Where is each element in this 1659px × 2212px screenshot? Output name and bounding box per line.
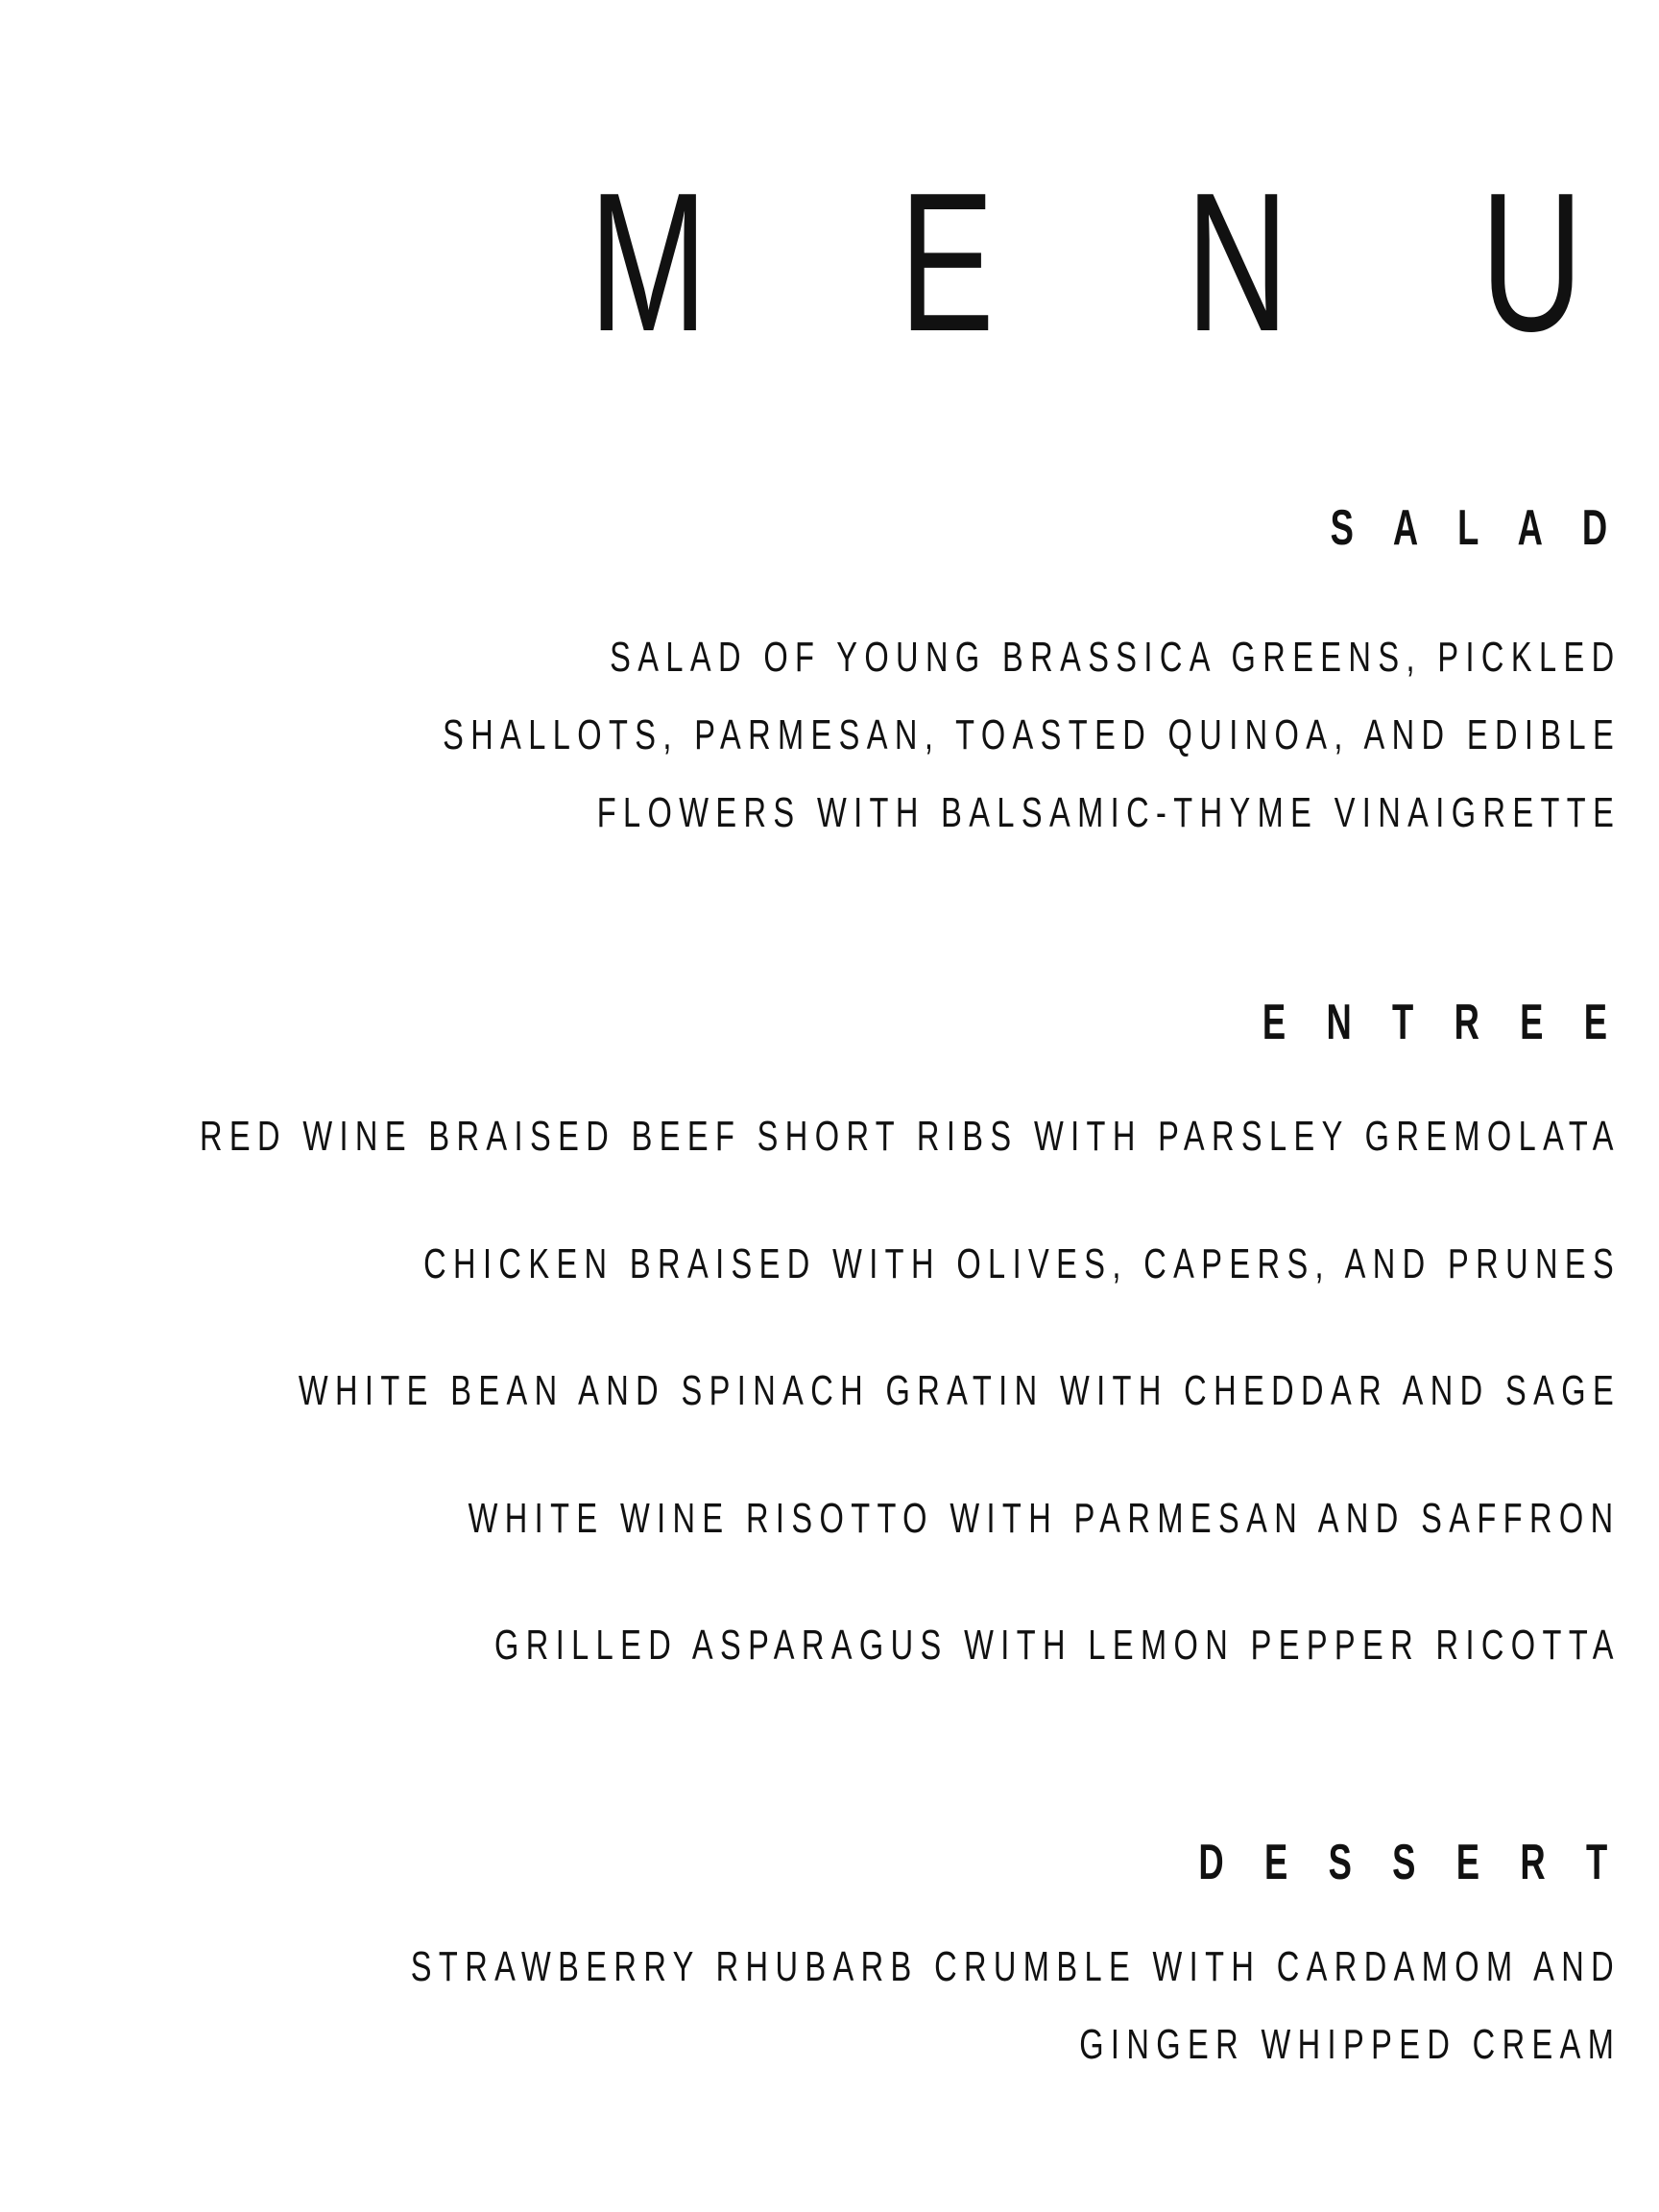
dessert-description-line: STRAWBERRY RHUBARB CRUMBLE WITH CARDAMOM AND xyxy=(410,1943,1621,1990)
dessert-description-line: GINGER WHIPPED CREAM xyxy=(1078,2021,1621,2068)
salad-description-line: FLOWERS WITH BALSAMIC-THYME VINAIGRETTE xyxy=(596,789,1621,836)
dessert-heading: D E S S E R T xyxy=(1198,1835,1623,1890)
menu-title: M E N U xyxy=(589,152,1659,373)
salad-heading: S A L A D xyxy=(1330,500,1623,556)
salad-description-line: SHALLOTS, PARMESAN, TOASTED QUINOA, AND EDIBLE xyxy=(442,711,1621,758)
entree-heading: E N T R E E xyxy=(1262,995,1623,1050)
entree-item: GRILLED ASPARAGUS WITH LEMON PEPPER RICOTTA xyxy=(494,1622,1621,1669)
entree-item: WHITE BEAN AND SPINACH GRATIN WITH CHEDDAR AND SAGE xyxy=(298,1367,1621,1414)
salad-description-line: SALAD OF YOUNG BRASSICA GREENS, PICKLED xyxy=(609,634,1621,681)
entree-item: CHICKEN BRAISED WITH OLIVES, CAPERS, AND PRUNES xyxy=(422,1240,1621,1287)
entree-item: RED WINE BRAISED BEEF SHORT RIBS WITH PARSLEY GREMOLATA xyxy=(200,1113,1621,1160)
entree-item: WHITE WINE RISOTTO WITH PARMESAN AND SAFFRON xyxy=(469,1495,1621,1542)
